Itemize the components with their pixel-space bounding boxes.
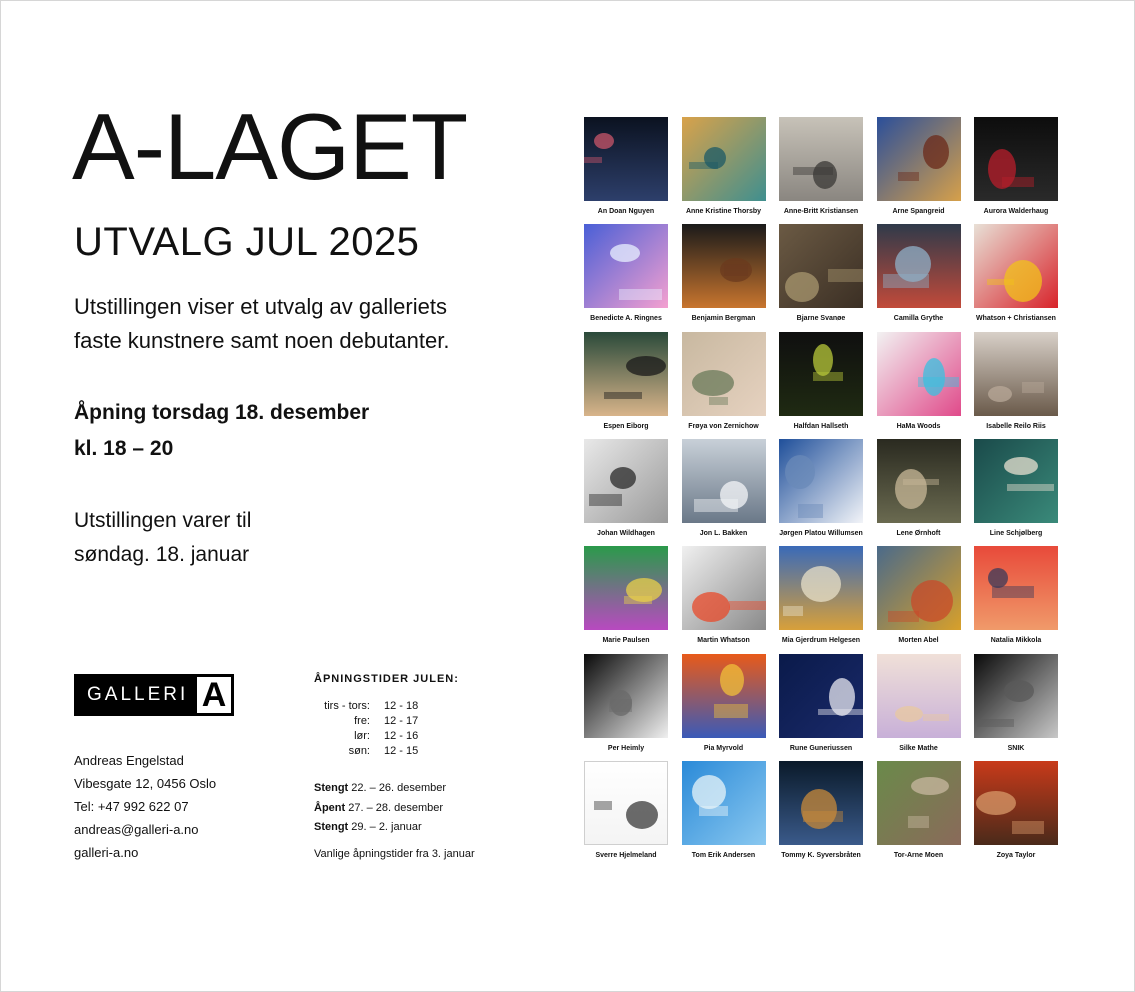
artist-name: HaMa Woods xyxy=(896,422,941,430)
artwork-tile[interactable] xyxy=(974,439,1058,537)
hours-notes xyxy=(314,779,475,838)
artwork-image[interactable] xyxy=(877,332,961,416)
artwork-tile[interactable] xyxy=(974,332,1058,430)
contact-phone[interactable]: Tel: +47 992 622 07 xyxy=(74,799,189,814)
artist-name: SNIK xyxy=(1007,744,1025,752)
intro-text xyxy=(74,290,554,358)
logo-word: GALLERI xyxy=(87,684,189,705)
galleri-a-logo xyxy=(74,674,234,716)
artwork-image[interactable] xyxy=(584,332,668,416)
artwork-image[interactable] xyxy=(682,224,766,308)
artwork-image[interactable] xyxy=(877,546,961,630)
artist-name: Benedicte A. Ringnes xyxy=(590,315,662,323)
artist-name: Marie Paulsen xyxy=(602,637,650,645)
artwork-tile[interactable] xyxy=(779,332,863,430)
artwork-image[interactable] xyxy=(877,439,961,523)
artwork-image[interactable] xyxy=(682,654,766,738)
artist-name: Pia Myrvold xyxy=(703,744,744,752)
hours-final-note: Vanlige åpningstider fra 3. januar xyxy=(314,847,475,860)
duration-info xyxy=(74,504,251,572)
intro-line: Utstillingen viser et utvalg av galleriets xyxy=(74,294,447,319)
contact-address: Vibesgate 12, 0456 Oslo xyxy=(74,776,217,791)
hours-time: 12 - 15 xyxy=(384,745,419,757)
artwork-image[interactable] xyxy=(682,439,766,523)
artwork-image[interactable] xyxy=(682,761,766,845)
artwork-image[interactable] xyxy=(584,654,668,738)
hours-time: 12 - 17 xyxy=(384,715,419,727)
artwork-tile[interactable] xyxy=(779,439,863,537)
artist-name: Zoya Taylor xyxy=(996,851,1036,859)
artist-name: Aurora Walderhaug xyxy=(983,208,1049,215)
artwork-tile[interactable] xyxy=(584,332,668,430)
artwork-image[interactable] xyxy=(877,654,961,738)
artwork-tile[interactable] xyxy=(877,761,961,859)
artist-name: Jørgen Platou Willumsen xyxy=(779,529,863,537)
artwork-image[interactable] xyxy=(974,332,1058,416)
artwork-image[interactable] xyxy=(584,224,668,308)
artist-name: Camilla Grythe xyxy=(893,315,944,323)
exhibition-subtitle: UTVALG JUL 2025 xyxy=(74,220,420,264)
artist-name: Johan Wildhagen xyxy=(597,529,655,537)
artwork-tile[interactable] xyxy=(682,654,766,752)
hours-note-text: 29. – 2. januar xyxy=(351,821,422,833)
opening-hours xyxy=(314,673,475,860)
artist-name: Per Heimly xyxy=(607,744,645,752)
logo-letter-box xyxy=(196,676,232,714)
artist-name: Tor-Arne Moen xyxy=(893,851,944,859)
artist-name: Bjarne Svanøe xyxy=(796,315,846,323)
artwork-tile[interactable] xyxy=(974,546,1058,644)
artwork-image[interactable] xyxy=(877,117,961,201)
hours-title: ÅPNINGSTIDER JULEN: xyxy=(314,673,459,685)
contact-name: Andreas Engelstad xyxy=(74,753,184,768)
artwork-image[interactable] xyxy=(584,117,668,201)
artist-name: Silke Mathe xyxy=(899,744,938,752)
artwork-image[interactable] xyxy=(682,332,766,416)
exhibition-title: A-LAGET xyxy=(72,94,468,199)
hours-note-label: Stengt xyxy=(314,821,349,833)
artwork-tile[interactable] xyxy=(682,546,766,644)
artwork-tile[interactable] xyxy=(584,761,668,859)
opening-info xyxy=(74,395,369,467)
hours-table xyxy=(314,699,475,759)
hours-day: fre: xyxy=(354,715,370,727)
artist-name: Anne Kristine Thorsby xyxy=(685,208,762,215)
artwork-image[interactable] xyxy=(779,761,863,845)
artwork-tile[interactable] xyxy=(682,224,766,322)
contact-email[interactable]: andreas@galleri-a.no xyxy=(74,822,199,837)
artwork-image[interactable] xyxy=(584,546,668,630)
artist-name: Arne Spangreid xyxy=(892,208,945,215)
hours-note xyxy=(314,799,475,819)
artist-name: Espen Eiborg xyxy=(603,422,649,430)
artist-name: Lene Ørnhoft xyxy=(896,529,941,537)
hours-note xyxy=(314,818,475,838)
artwork-tile[interactable] xyxy=(584,224,668,322)
hours-note-text: 22. – 26. desember xyxy=(351,782,447,794)
hours-time: 12 - 18 xyxy=(384,700,419,712)
artwork-image[interactable] xyxy=(974,546,1058,630)
artwork-tile[interactable] xyxy=(779,224,863,322)
artist-name: Frøya von Zernichow xyxy=(688,422,759,430)
artwork-tile[interactable] xyxy=(682,761,766,859)
artwork-tile[interactable] xyxy=(974,224,1058,322)
artist-name: Anne-Britt Kristiansen xyxy=(783,208,859,215)
artist-name: Jon L. Bakken xyxy=(699,529,748,537)
artist-name: Isabelle Reilo Riis xyxy=(986,422,1046,430)
artwork-image[interactable] xyxy=(584,439,668,523)
artwork-image[interactable] xyxy=(682,117,766,201)
artwork-tile[interactable] xyxy=(682,117,766,215)
artwork-tile[interactable] xyxy=(974,654,1058,752)
artist-name: Whatson + Christiansen xyxy=(976,315,1056,323)
logo-letter: A xyxy=(201,676,227,714)
artwork-tile[interactable] xyxy=(584,654,668,752)
artwork-image[interactable] xyxy=(779,117,863,201)
artwork-image[interactable] xyxy=(779,546,863,630)
artist-name: Line Schjølberg xyxy=(989,529,1043,537)
artwork-tile[interactable] xyxy=(974,761,1058,859)
artist-name: Martin Whatson xyxy=(697,637,750,645)
hours-day: tirs - tors: xyxy=(324,700,370,712)
artwork-image[interactable] xyxy=(974,224,1058,308)
hours-day: lør: xyxy=(354,730,370,742)
artwork-tile[interactable] xyxy=(779,117,863,215)
artwork-tile[interactable] xyxy=(584,546,668,644)
hours-row xyxy=(314,699,475,714)
hours-row xyxy=(314,714,475,729)
contact-website[interactable]: galleri-a.no xyxy=(74,845,139,860)
artwork-tile[interactable] xyxy=(877,439,961,537)
artwork-tile[interactable] xyxy=(877,332,961,430)
artwork-tile[interactable] xyxy=(779,654,863,752)
artwork-tile[interactable] xyxy=(584,117,668,215)
artwork-image[interactable] xyxy=(682,546,766,630)
artist-name: Rune Guneriussen xyxy=(789,744,853,752)
duration-line: søndag. 18. januar xyxy=(74,543,250,566)
artwork-tile[interactable] xyxy=(779,761,863,859)
artwork-image[interactable] xyxy=(779,224,863,308)
artwork-tile[interactable] xyxy=(877,117,961,215)
hours-note-label: Åpent xyxy=(314,801,346,814)
intro-line: faste kunstnere samt noen debutanter. xyxy=(74,328,450,353)
artist-name: An Doan Nguyen xyxy=(597,208,655,215)
artwork-image[interactable] xyxy=(877,761,961,845)
artist-name: Tom Erik Andersen xyxy=(691,851,756,859)
artwork-tile[interactable] xyxy=(974,117,1058,215)
opening-date: Åpning torsdag 18. desember xyxy=(74,401,370,424)
artwork-image[interactable] xyxy=(974,761,1058,845)
artist-name: Sverre Hjelmeland xyxy=(595,851,657,859)
artwork-tile[interactable] xyxy=(877,654,961,752)
hours-row xyxy=(314,729,475,744)
artwork-image[interactable] xyxy=(974,117,1058,201)
hours-day: søn: xyxy=(348,745,370,757)
artwork-image[interactable] xyxy=(779,439,863,523)
artist-name: Natalia Mikkola xyxy=(990,637,1042,645)
artwork-tile[interactable] xyxy=(584,439,668,537)
opening-time: kl. 18 – 20 xyxy=(74,437,174,460)
hours-note xyxy=(314,779,475,799)
hours-row xyxy=(314,744,475,759)
artwork-image[interactable] xyxy=(974,439,1058,523)
artwork-tile[interactable] xyxy=(682,332,766,430)
artist-name: Morten Abel xyxy=(898,637,939,645)
artwork-image[interactable] xyxy=(974,654,1058,738)
artwork-image[interactable] xyxy=(877,224,961,308)
artwork-tile[interactable] xyxy=(779,546,863,644)
hours-time: 12 - 16 xyxy=(384,730,419,742)
artist-name: Benjamin Bergman xyxy=(691,315,756,323)
duration-line: Utstillingen varer til xyxy=(74,509,252,532)
artwork-tile[interactable] xyxy=(877,546,961,644)
hours-note-label: Stengt xyxy=(314,782,349,794)
artwork-tile[interactable] xyxy=(877,224,961,322)
artwork-image[interactable] xyxy=(779,332,863,416)
artist-name: Tommy K. Syversbråten xyxy=(781,851,861,859)
artwork-tile[interactable] xyxy=(682,439,766,537)
contact-info xyxy=(74,749,216,864)
artwork-image[interactable] xyxy=(779,654,863,738)
hours-note-text: 27. – 28. desember xyxy=(348,801,444,814)
artist-name: Halfdan Hallseth xyxy=(793,422,849,430)
artist-name: Mia Gjerdrum Helgesen xyxy=(781,637,861,645)
artwork-image[interactable] xyxy=(584,761,668,845)
